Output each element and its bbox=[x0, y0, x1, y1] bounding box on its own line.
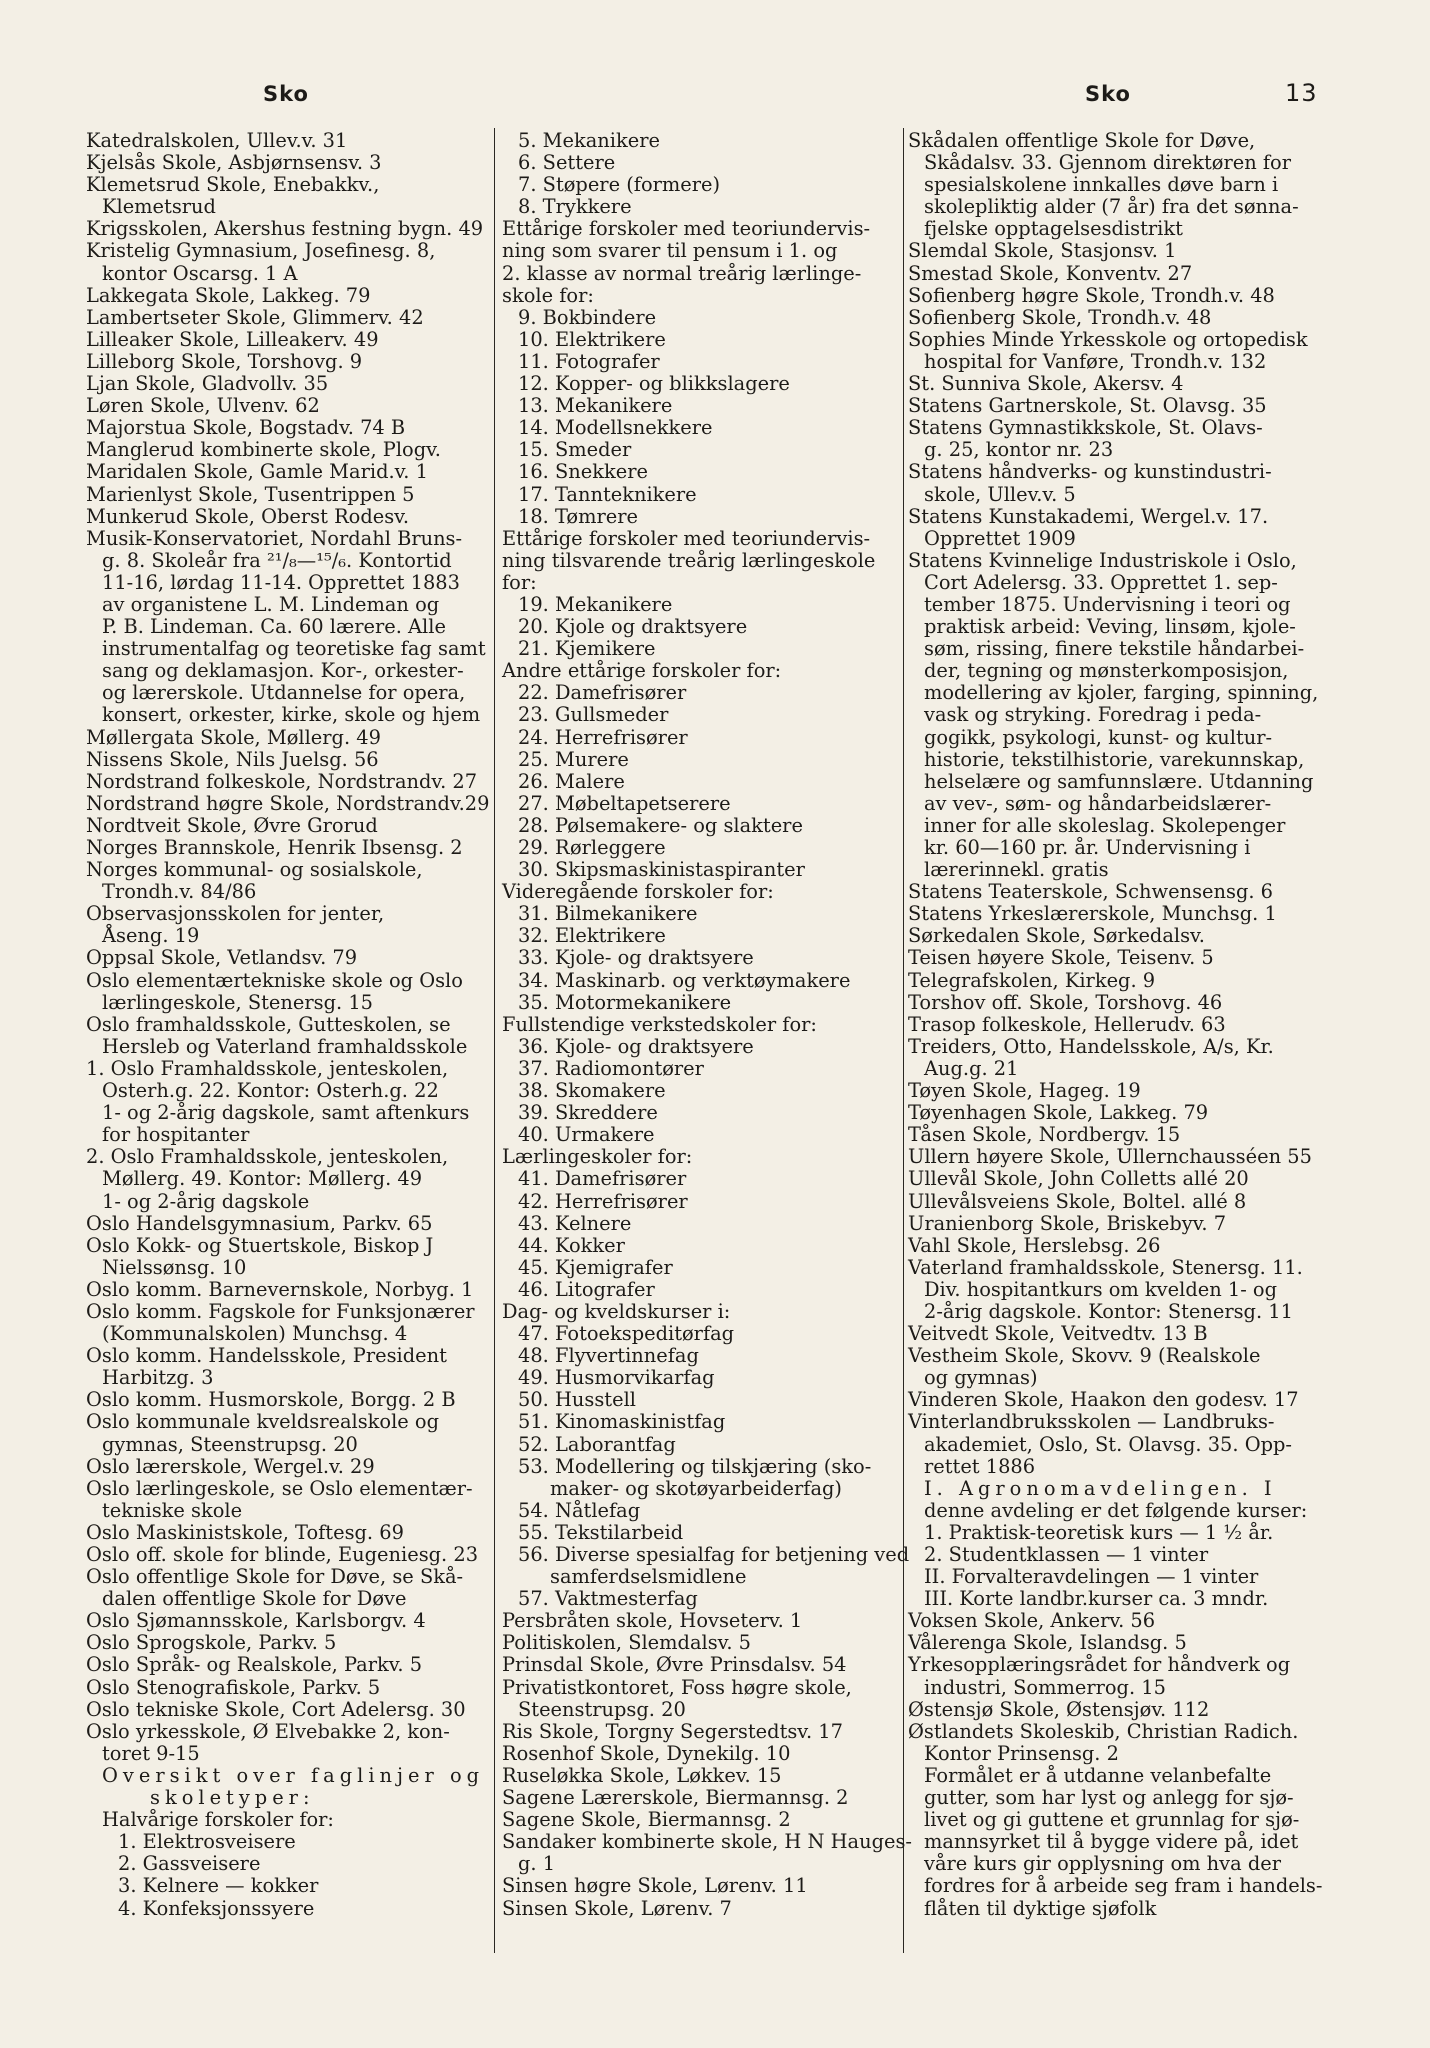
directory-line: Møllergata Skole, Møllerg. 49 bbox=[86, 725, 381, 749]
directory-line: III. Korte landbr.kurser ca. 3 mndr. bbox=[924, 1587, 1269, 1611]
directory-line: 12. Kopper- og blikkslagere bbox=[518, 372, 790, 396]
directory-line: Treiders, Otto, Handelsskole, A/s, Kr. bbox=[908, 1034, 1274, 1058]
directory-line: Ruseløkka Skole, Løkkev. 15 bbox=[502, 1763, 782, 1787]
directory-line: Katedralskolen, Ullev.v. 31 bbox=[86, 129, 348, 152]
directory-line: Østlandets Skoleskib, Christian Radich. bbox=[908, 1719, 1299, 1743]
directory-line: 34. Maskinarb. og verktøymakere bbox=[518, 968, 851, 992]
directory-line: våre kurs gir opplysning om hva der bbox=[924, 1852, 1282, 1876]
directory-line: Formålet er å utdanne velanbefalte bbox=[924, 1763, 1272, 1787]
directory-line: 16. Snekkere bbox=[518, 460, 648, 484]
directory-line: Ullern høyere Skole, Ullernchausséen 55 bbox=[908, 1145, 1312, 1169]
directory-line: 37. Radiomontører bbox=[518, 1056, 704, 1080]
directory-line: Sagene Skole, Biermannsg. 2 bbox=[502, 1808, 791, 1832]
directory-line: 1. Elektrosveisere bbox=[118, 1830, 296, 1854]
directory-line: spesialskolene innkalles døve barn i bbox=[924, 173, 1279, 197]
directory-line: (Kommunalskolen) Munchsg. 4 bbox=[102, 1322, 408, 1346]
directory-line: Dag- og kveldskurser i: bbox=[502, 1299, 731, 1323]
directory-line: P. B. Lindeman. Ca. 60 lærere. Alle bbox=[102, 615, 446, 639]
directory-line: Lilleborg Skole, Torshovg. 9 bbox=[86, 349, 363, 373]
directory-line: gymnas, Steenstrupsg. 20 bbox=[102, 1432, 358, 1456]
directory-line: 18. Tømrere bbox=[518, 504, 638, 528]
directory-line: 1- og 2-årig dagskole bbox=[102, 1189, 310, 1213]
directory-line: Tåsen Skole, Nordbergv. 15 bbox=[908, 1123, 1181, 1147]
directory-line: 14. Modellsnekkere bbox=[518, 416, 713, 440]
directory-line: Sofienberg høgre Skole, Trondh.v. 48 bbox=[908, 283, 1275, 307]
directory-line: Åseng. 19 bbox=[102, 924, 200, 948]
directory-line: maker- og skotøyarbeiderfag) bbox=[550, 1476, 842, 1500]
directory-line: Veitvedt Skole, Veitvedtv. 13 B bbox=[908, 1322, 1208, 1346]
directory-line: 3. Kelnere — kokker bbox=[118, 1874, 319, 1898]
directory-line: Telegrafskolen, Kirkeg. 9 bbox=[908, 968, 1156, 992]
directory-line: Vinderen Skole, Haakon den godesv. 17 bbox=[908, 1388, 1299, 1412]
directory-line: 36. Kjole- og draktsyere bbox=[518, 1034, 754, 1058]
directory-line: skolepliktig alder (7 år) fra det sønna- bbox=[924, 195, 1299, 219]
directory-line: Vinterlandbruksskolen — Landbruks- bbox=[908, 1410, 1275, 1434]
directory-line: 30. Skipsmaskinistaspiranter bbox=[518, 858, 805, 882]
directory-line: tekniske skole bbox=[102, 1498, 243, 1522]
directory-line: instrumentalfag og teoretiske fag samt bbox=[102, 637, 486, 661]
directory-line: Nissens Skole, Nils Juelsg. 56 bbox=[86, 747, 379, 771]
directory-line: 47. Fotoekspeditørfag bbox=[518, 1322, 735, 1346]
directory-line: mannsyrket til å bygge videre på, idet bbox=[924, 1830, 1299, 1854]
directory-line: samferdselsmidlene bbox=[550, 1565, 747, 1589]
directory-line: 8. Trykkere bbox=[518, 195, 632, 219]
directory-line: 24. Herrefrisører bbox=[518, 725, 688, 749]
directory-line: 6. Settere bbox=[518, 151, 616, 175]
directory-line: akademiet, Oslo, St. Olavsg. 35. Opp- bbox=[924, 1432, 1292, 1456]
directory-line: ning som svarer til pensum i 1. og bbox=[502, 239, 838, 263]
directory-line: Lakkegata Skole, Lakkeg. 79 bbox=[86, 283, 371, 307]
directory-line: Oslo Stenografiskole, Parkv. 5 bbox=[86, 1675, 381, 1699]
directory-line: Oslo komm. Fagskole for Funksjonærer bbox=[86, 1299, 475, 1323]
directory-line: Sofienberg Skole, Trondh.v. 48 bbox=[908, 305, 1212, 329]
directory-line: Lilleaker Skole, Lilleakerv. 49 bbox=[86, 327, 379, 351]
directory-line: for: bbox=[502, 570, 537, 594]
directory-line: 49. Husmorvikarfag bbox=[518, 1366, 715, 1390]
directory-line: 21. Kjemikere bbox=[518, 637, 656, 661]
page-number: 13 bbox=[1285, 79, 1318, 107]
directory-line: 54. Nåtlefag bbox=[518, 1498, 641, 1522]
directory-line: gogikk, psykologi, kunst- og kultur- bbox=[924, 725, 1273, 749]
directory-line: 2. Gassveisere bbox=[118, 1852, 261, 1876]
directory-line: Klemetsrud bbox=[102, 195, 216, 219]
directory-line: 31. Bilmekanikere bbox=[518, 902, 698, 926]
directory-line: historie, tekstilhistorie, varekunnskap, bbox=[924, 747, 1305, 771]
directory-line: praktisk arbeid: Veving, linsøm, kjole- bbox=[924, 615, 1296, 639]
directory-line: 26. Malere bbox=[518, 769, 625, 793]
directory-line: Oslo Kokk- og Stuertskole, Biskop J bbox=[86, 1233, 434, 1257]
directory-line: Steenstrupsg. 20 bbox=[518, 1697, 686, 1721]
directory-line: 2. Studentklassen — 1 vinter bbox=[924, 1543, 1209, 1566]
directory-line: Norges Brannskole, Henrik Ibsensg. 2 bbox=[86, 836, 463, 859]
directory-line: Oppsal Skole, Vetlandsv. 79 bbox=[86, 946, 358, 970]
directory-line: tember 1875. Undervisning i teori og bbox=[924, 592, 1291, 616]
directory-line: 13. Mekanikere bbox=[518, 394, 673, 418]
directory-line: g. 25, kontor nr. 23 bbox=[924, 438, 1114, 462]
directory-line: Teisen høyere Skole, Teisenv. 5 bbox=[908, 946, 1214, 970]
directory-line: Smestad Skole, Konventv. 27 bbox=[908, 261, 1193, 285]
directory-line: inner for alle skoleslag. Skolepenger bbox=[924, 813, 1286, 837]
directory-line: 25. Murere bbox=[518, 747, 629, 771]
directory-line: Div. hospitantkurs om kvelden 1- og bbox=[924, 1277, 1277, 1301]
directory-line: Ullevålsveiens Skole, Boltel. allé 8 bbox=[908, 1189, 1247, 1213]
running-header-right: Sko bbox=[1085, 82, 1131, 106]
directory-line: Ris Skole, Torgny Segerstedtsv. 17 bbox=[502, 1719, 843, 1743]
directory-line: Lærlingeskoler for: bbox=[502, 1145, 693, 1169]
directory-line: Trasop folkeskole, Hellerudv. 63 bbox=[908, 1012, 1226, 1036]
directory-line: Statens Yrkeslærerskole, Munchsg. 1 bbox=[908, 902, 1277, 926]
directory-line: 55. Tekstilarbeid bbox=[518, 1520, 684, 1544]
directory-line: 41. Damefrisører bbox=[518, 1167, 687, 1191]
directory-line: Musik-Konservatoriet, Nordahl Bruns- bbox=[86, 526, 463, 550]
directory-line: dalen offentlige Skole for Døve bbox=[102, 1587, 407, 1611]
directory-line: St. Sunniva Skole, Akersv. 4 bbox=[908, 372, 1184, 396]
directory-line: Skådalsv. 33. Gjennom direktøren for bbox=[924, 151, 1291, 175]
directory-line: Maridalen Skole, Gamle Marid.v. 1 bbox=[86, 460, 428, 484]
directory-line: Nordstrand høgre Skole, Nordstrandv.29 bbox=[86, 791, 490, 815]
directory-line: 9. Bokbindere bbox=[518, 305, 657, 329]
directory-line: toret 9-15 bbox=[102, 1741, 200, 1765]
column-2 bbox=[502, 129, 912, 1920]
directory-line: Oslo Maskinistskole, Toftesg. 69 bbox=[86, 1520, 404, 1544]
directory-line: Sinsen Skole, Lørenv. 7 bbox=[502, 1896, 732, 1920]
directory-line: av vev-, søm- og håndarbeidslærer- bbox=[924, 791, 1272, 815]
directory-line: 7. Støpere (formere) bbox=[518, 173, 721, 197]
directory-line: 46. Litografer bbox=[518, 1277, 655, 1301]
directory-line: 43. Kelnere bbox=[518, 1211, 632, 1235]
directory-line: Munkerud Skole, Oberst Rodesv. bbox=[86, 504, 409, 528]
directory-line: Tøyen Skole, Hageg. 19 bbox=[908, 1079, 1141, 1103]
directory-line: 52. Laborantfag bbox=[518, 1432, 676, 1456]
directory-line: Privatistkontoret, Foss høgre skole, bbox=[502, 1675, 852, 1699]
directory-line: 50. Husstell bbox=[518, 1388, 636, 1412]
directory-line: Krigsskolen, Akershus festning bygn. 49 bbox=[86, 217, 484, 241]
directory-line: Prinsdal Skole, Øvre Prinsdalsv. 54 bbox=[502, 1653, 847, 1677]
directory-line: Statens Kvinnelige Industriskole i Oslo, bbox=[908, 548, 1297, 572]
directory-line: Nordtveit Skole, Øvre Grorud bbox=[86, 813, 378, 837]
directory-line: Statens Teaterskole, Schwensensg. 6 bbox=[908, 880, 1274, 904]
directory-line: Oslo Handelsgymnasium, Parkv. 65 bbox=[86, 1211, 433, 1235]
directory-line: 56. Diverse spesialfag for betjening ved bbox=[518, 1543, 910, 1566]
directory-line: Harbitzg. 3 bbox=[102, 1366, 214, 1390]
directory-line: Kontor Prinsensg. 2 bbox=[924, 1741, 1119, 1765]
directory-line: Ettårige forskoler med teoriundervis- bbox=[502, 526, 871, 550]
directory-line: ning tilsvarende treårig lærlingeskole bbox=[502, 548, 876, 572]
directory-line: Uranienborg Skole, Briskebyv. 7 bbox=[908, 1211, 1227, 1235]
column-divider bbox=[494, 128, 495, 1953]
directory-line: Kjelsås Skole, Asbjørnsensv. 3 bbox=[86, 151, 382, 175]
directory-line: Ljan Skole, Gladvollv. 35 bbox=[86, 372, 329, 396]
directory-line: 53. Modellering og tilskjæring (sko- bbox=[518, 1454, 872, 1478]
directory-line: 42. Herrefrisører bbox=[518, 1189, 688, 1213]
directory-line: 38. Skomakere bbox=[518, 1079, 666, 1103]
directory-line: Observasjonsskolen for jenter, bbox=[86, 902, 385, 926]
directory-line: rettet 1886 bbox=[924, 1454, 1036, 1478]
directory-line: sang og deklamasjon. Kor-, orkester- bbox=[102, 659, 464, 683]
directory-line: Statens Gartnerskole, St. Olavsg. 35 bbox=[908, 394, 1267, 418]
directory-line: livet og gi guttene et grunnlag for sjø- bbox=[924, 1808, 1300, 1832]
directory-line: og gymnas) bbox=[924, 1366, 1038, 1390]
directory-line: 2. klasse av normal treårig lærlinge- bbox=[502, 261, 862, 285]
directory-line: Cort Adelersg. 33. Opprettet 1. sep- bbox=[924, 570, 1278, 594]
directory-line: 48. Flyvertinnefag bbox=[518, 1344, 699, 1368]
directory-line: kontor Oscarsg. 1 A bbox=[102, 261, 298, 285]
directory-line: helselære og samfunnslære. Utdanning bbox=[924, 769, 1314, 793]
directory-line: Sinsen høgre Skole, Lørenv. 11 bbox=[502, 1874, 808, 1898]
directory-line: Løren Skole, Ulvenv. 62 bbox=[86, 394, 320, 418]
directory-line: lærlingeskole, Stenersg. 15 bbox=[102, 990, 374, 1014]
directory-line: Rosenhof Skole, Dynekilg. 10 bbox=[502, 1741, 791, 1765]
directory-line: Nordstrand folkeskole, Nordstrandv. 27 bbox=[86, 769, 478, 793]
directory-line: 11. Fotografer bbox=[518, 349, 660, 373]
directory-line: Hersleb og Vaterland framhaldsskole bbox=[102, 1034, 468, 1058]
directory-line: Oslo komm. Handelsskole, President bbox=[86, 1344, 447, 1368]
directory-line: Opprettet 1909 bbox=[924, 526, 1076, 550]
directory-line: skole, Ullev.v. 5 bbox=[924, 482, 1076, 506]
directory-line: Tøyenhagen Skole, Lakkeg. 79 bbox=[908, 1101, 1209, 1125]
directory-line: 2. Oslo Framhaldsskole, jenteskolen, bbox=[86, 1145, 449, 1169]
directory-line: Oslo Språk- og Realskole, Parkv. 5 bbox=[86, 1653, 423, 1677]
directory-line: lærerinnekl. gratis bbox=[924, 858, 1109, 882]
directory-line: 39. Skreddere bbox=[518, 1101, 658, 1125]
running-header-left: Sko bbox=[263, 82, 309, 106]
directory-line: 35. Motormekanikere bbox=[518, 990, 732, 1014]
directory-line: 15. Smeder bbox=[518, 438, 632, 462]
directory-line: Politiskolen, Slemdalsv. 5 bbox=[502, 1631, 751, 1655]
directory-line: 33. Kjole- og draktsyere bbox=[518, 946, 754, 970]
directory-line: Andre ettårige forskoler for: bbox=[502, 659, 782, 683]
directory-line: fordres for å arbeide seg fram i handels- bbox=[924, 1874, 1323, 1898]
directory-line: Møllerg. 49. Kontor: Møllerg. 49 bbox=[102, 1167, 423, 1191]
directory-line: Oversikt over faglinjer og bbox=[102, 1763, 485, 1787]
directory-line: Oslo Sjømannsskole, Karlsborgv. 4 bbox=[86, 1609, 426, 1633]
directory-line: 1- og 2-årig dagskole, samt aftenkurs bbox=[102, 1101, 470, 1125]
directory-line: Statens håndverks- og kunstindustri- bbox=[908, 460, 1272, 484]
directory-line: Ullevål Skole, John Colletts allé 20 bbox=[908, 1167, 1249, 1191]
directory-line: Voksen Skole, Ankerv. 56 bbox=[908, 1609, 1156, 1633]
directory-line: Majorstua Skole, Bogstadv. 74 B bbox=[86, 416, 406, 440]
directory-line: 19. Mekanikere bbox=[518, 592, 673, 616]
directory-line: 23. Gullsmeder bbox=[518, 703, 669, 727]
directory-line: 29. Rørleggere bbox=[518, 836, 666, 859]
directory-line: Manglerud kombinerte skole, Plogv. bbox=[86, 438, 441, 462]
directory-line: kr. 60—160 pr. år. Undervisning i bbox=[924, 836, 1251, 859]
directory-line: 4. Konfeksjonssyere bbox=[118, 1896, 315, 1920]
directory-line: Halvårige forskoler for: bbox=[102, 1808, 334, 1832]
directory-line: Klemetsrud Skole, Enebakkv., bbox=[86, 173, 380, 197]
directory-line: Statens Gymnastikkskole, St. Olavs- bbox=[908, 416, 1263, 440]
directory-line: 11-16, lørdag 11-14. Opprettet 1883 bbox=[102, 570, 460, 594]
directory-line: Oslo lærlingeskole, se Oslo elementær- bbox=[86, 1476, 473, 1500]
directory-line: Videregående forskoler for: bbox=[502, 880, 774, 904]
directory-line: denne avdeling er det følgende kurser: bbox=[924, 1498, 1308, 1522]
directory-line: Vaterland framhaldsskole, Stenersg. 11. bbox=[908, 1255, 1303, 1279]
directory-line: Osterh.g. 22. Kontor: Osterh.g. 22 bbox=[102, 1079, 439, 1103]
directory-line: Vahl Skole, Herslebsg. 26 bbox=[908, 1233, 1161, 1257]
directory-line: Oslo komm. Barnevernskole, Norbyg. 1 bbox=[86, 1277, 474, 1301]
directory-line: søm, rissing, finere tekstile håndarbei- bbox=[924, 637, 1305, 661]
directory-line: flåten til dyktige sjøfolk bbox=[924, 1896, 1157, 1920]
directory-line: Sandaker kombinerte skole, H N Hauges- bbox=[502, 1830, 912, 1854]
directory-line: Oslo kommunale kveldsrealskole og bbox=[86, 1410, 440, 1434]
column-3 bbox=[908, 129, 1323, 1920]
directory-line: Oslo tekniske Skole, Cort Adelersg. 30 bbox=[86, 1697, 466, 1721]
directory-line: 20. Kjole og draktsyere bbox=[518, 615, 748, 639]
directory-line: 44. Kokker bbox=[518, 1233, 625, 1257]
directory-line: 17. Tannteknikere bbox=[518, 482, 697, 506]
directory-line: Oslo off. skole for blinde, Eugeniesg. 23 bbox=[86, 1543, 479, 1566]
directory-line: Oslo Sprogskole, Parkv. 5 bbox=[86, 1631, 337, 1655]
directory-line: Slemdal Skole, Stasjonsv. 1 bbox=[908, 239, 1177, 263]
directory-line: Oslo komm. Husmorskole, Borgg. 2 B bbox=[86, 1388, 456, 1412]
directory-line: for hospitanter bbox=[102, 1123, 250, 1147]
directory-line: Yrkesopplæringsrådet for håndverk og bbox=[908, 1653, 1291, 1677]
directory-line: 2-årig dagskole. Kontor: Stenersg. 11 bbox=[924, 1299, 1293, 1323]
directory-line: Oslo framhaldsskole, Gutteskolen, se bbox=[86, 1012, 451, 1036]
directory-line: der, tegning og mønsterkomposisjon, bbox=[924, 659, 1289, 683]
directory-line: Oslo yrkesskole, Ø Elvebakke 2, kon- bbox=[86, 1719, 450, 1743]
directory-line: Ettårige forskoler med teoriundervis- bbox=[502, 217, 871, 241]
directory-line: industri, Sommerrog. 15 bbox=[924, 1675, 1166, 1699]
directory-line: Østensjø Skole, Østensjøv. 112 bbox=[908, 1697, 1210, 1721]
directory-line: g. 8. Skoleår fra ²¹/₈—¹⁵/₆. Kontortid bbox=[102, 548, 452, 572]
directory-line: I. Agronomavdelingen. I bbox=[924, 1476, 1277, 1500]
directory-line: 1. Oslo Framhaldsskole, jenteskolen, bbox=[86, 1056, 449, 1080]
directory-line: 51. Kinomaskinistfag bbox=[518, 1410, 726, 1434]
directory-line: Sagene Lærerskole, Biermannsg. 2 bbox=[502, 1786, 849, 1810]
directory-line: Sophies Minde Yrkesskole og ortopedisk bbox=[908, 327, 1308, 351]
directory-line: 1. Praktisk-teoretisk kurs — 1 ½ år. bbox=[924, 1520, 1274, 1544]
directory-line: vask og stryking. Foredrag i peda- bbox=[924, 703, 1262, 727]
directory-line: 22. Damefrisører bbox=[518, 681, 687, 705]
directory-line: Oslo offentlige Skole for Døve, se Skå- bbox=[86, 1565, 464, 1589]
directory-line: Oslo elementærtekniske skole og Oslo bbox=[86, 968, 463, 992]
directory-line: Marienlyst Skole, Tusentrippen 5 bbox=[86, 482, 415, 506]
directory-line: fjelske opptagelsesdistrikt bbox=[924, 217, 1183, 241]
directory-line: Statens Kunstakademi, Wergel.v. 17. bbox=[908, 504, 1269, 528]
directory-line: 5. Mekanikere bbox=[518, 129, 660, 152]
column-1 bbox=[86, 130, 491, 1920]
directory-line: Torshov off. Skole, Torshovg. 46 bbox=[908, 990, 1223, 1014]
directory-line: II. Forvalteravdelingen — 1 vinter bbox=[924, 1565, 1259, 1589]
directory-line: 28. Pølsemakere- og slaktere bbox=[518, 813, 803, 837]
directory-line: Persbråten skole, Hovseterv. 1 bbox=[502, 1609, 803, 1633]
directory-line: og lærerskole. Utdannelse for opera, bbox=[102, 681, 466, 705]
directory-line: 45. Kjemigrafer bbox=[518, 1255, 673, 1279]
directory-line: modellering av kjoler, farging, spinning, bbox=[924, 681, 1319, 705]
directory-line: Aug.g. 21 bbox=[924, 1056, 1019, 1080]
directory-line: Trondh.v. 84/86 bbox=[102, 880, 257, 904]
directory-line: Fullstendige verkstedskoler for: bbox=[502, 1012, 817, 1036]
directory-line: skoletyper: bbox=[150, 1786, 315, 1810]
directory-line: 57. Vaktmesterfag bbox=[518, 1587, 698, 1611]
directory-line: hospital for Vanføre, Trondh.v. 132 bbox=[924, 349, 1267, 373]
directory-line: Sørkedalen Skole, Sørkedalsv. bbox=[908, 924, 1205, 948]
directory-line: gutter, som har lyst og anlegg for sjø- bbox=[924, 1786, 1294, 1810]
directory-line: Norges kommunal- og sosialskole, bbox=[86, 858, 423, 882]
directory-line: konsert, orkester, kirke, skole og hjem bbox=[102, 703, 481, 727]
directory-line: g. 1 bbox=[518, 1852, 556, 1876]
directory-line: 27. Møbeltapetserere bbox=[518, 791, 731, 815]
directory-line: Vålerenga Skole, Islandsg. 5 bbox=[908, 1631, 1187, 1655]
directory-line: Skådalen offentlige Skole for Døve, bbox=[908, 129, 1256, 152]
directory-line: Kristelig Gymnasium, Josefinesg. 8, bbox=[86, 239, 436, 263]
directory-line: Nielssønsg. 10 bbox=[102, 1255, 247, 1279]
directory-line: av organistene L. M. Lindeman og bbox=[102, 592, 440, 616]
directory-line: Lambertseter Skole, Glimmerv. 42 bbox=[86, 305, 424, 329]
directory-line: skole for: bbox=[502, 283, 594, 307]
directory-line: Vestheim Skole, Skovv. 9 (Realskole bbox=[908, 1344, 1261, 1368]
directory-line: 40. Urmakere bbox=[518, 1123, 655, 1147]
directory-line: 32. Elektrikere bbox=[518, 924, 666, 948]
directory-line: 10. Elektrikere bbox=[518, 327, 666, 351]
directory-line: Oslo lærerskole, Wergel.v. 29 bbox=[86, 1454, 375, 1478]
